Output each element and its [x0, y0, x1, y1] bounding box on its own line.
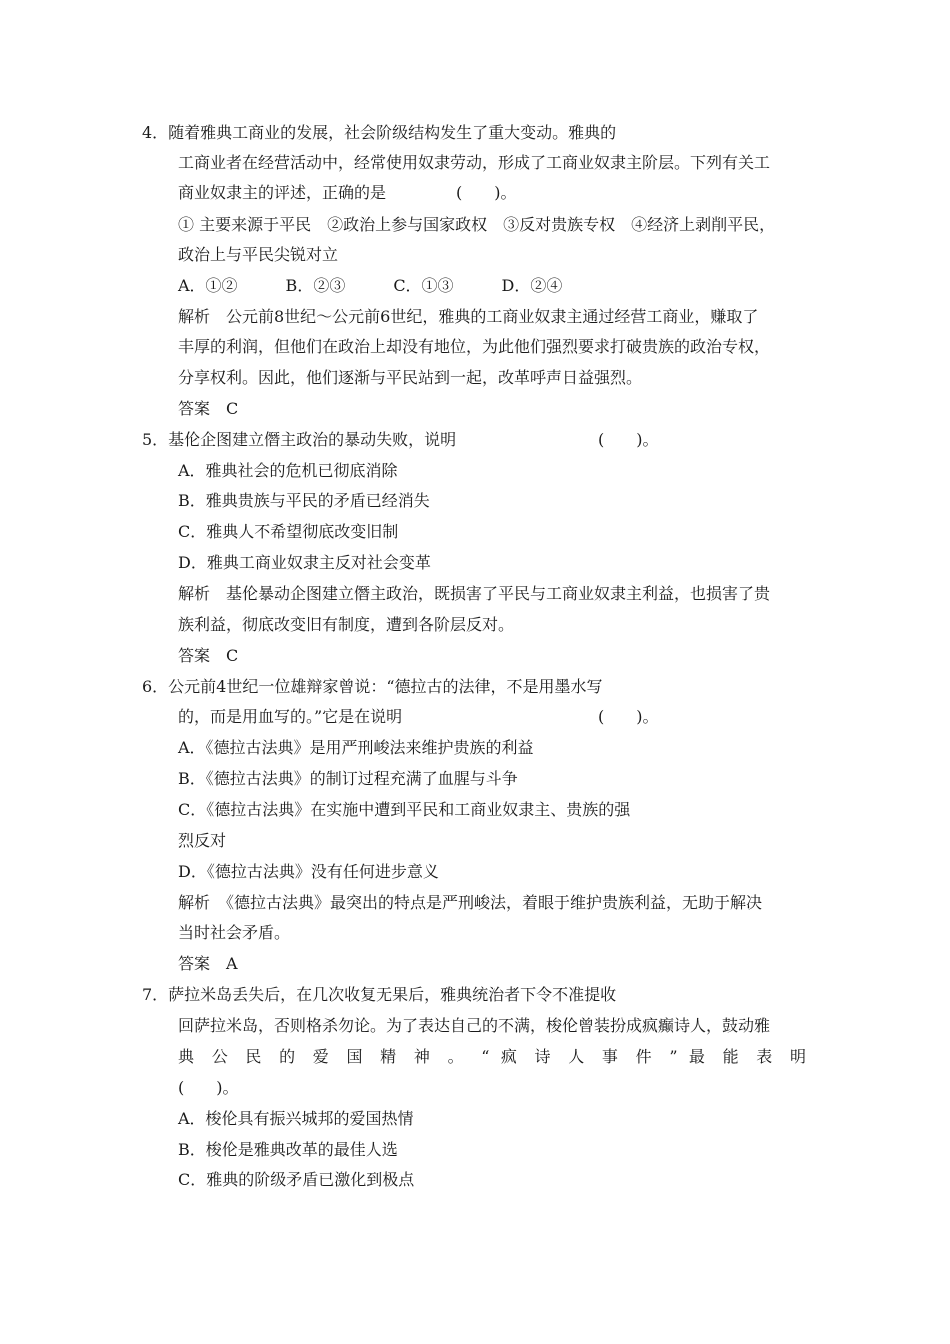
question-6-stem-line-2: 的，而是用血写的。”它是在说明: [178, 707, 403, 726]
question-6-option-d: D．《德拉古法典》没有任何进步意义: [178, 862, 439, 881]
question-6-option-c-cont: 烈反对: [178, 831, 227, 850]
question-5-option-c: C．雅典人不希望彻底改变旧制: [178, 522, 399, 541]
question-6-answer-blank: ( )。: [598, 707, 659, 726]
question-7-option-c: C．雅典的阶级矛盾已激化到极点: [178, 1170, 415, 1189]
question-4-stem-line-3: 商业奴隶主的评述，正确的是: [178, 183, 387, 202]
question-4-answer: 答案 C: [178, 399, 239, 418]
question-4-stem-line-2: 工商业者在经营活动中，经常使用奴隶劳动，形成了工商业奴隶主阶层。下列有关工: [178, 153, 771, 172]
question-7-option-b: B．梭伦是雅典改革的最佳人选: [178, 1140, 398, 1159]
question-6-option-c: C．《德拉古法典》在实施中遭到平民和工商业奴隶主、贵族的强: [178, 800, 631, 819]
question-7-answer-blank: ( )。: [178, 1078, 239, 1097]
question-7-stem-line-2: 回萨拉米岛，否则格杀勿论。为了表达自己的不满，梭伦曾装扮成疯癫诗人，鼓动雅: [178, 1016, 771, 1035]
question-6-stem-line-1: 6．公元前4世纪一位雄辩家曾说：“德拉古的法律，不是用墨水写: [142, 677, 603, 696]
question-6-answer: 答案 A: [178, 954, 238, 973]
question-5-answer-blank: ( )。: [598, 430, 659, 449]
question-5-analysis-line-1: 解析 基伦暴动企图建立僭主政治，既损害了平民与工商业奴隶主利益，也损害了贵: [178, 584, 771, 603]
question-4-analysis-line-3: 分享权利。因此，他们逐渐与平民站到一起，改革呼声日益强烈。: [178, 368, 643, 387]
question-4-statements-line-2: 政治上与平民尖锐对立: [178, 245, 339, 264]
question-4-statements-line-1: ① 主要来源于平民 ②政治上参与国家政权 ③反对贵族专权 ④经济上剥削平民，: [178, 215, 776, 234]
question-6-analysis-line-1: 解析 《德拉古法典》最突出的特点是严刑峻法，着眼于维护贵族利益，无助于解决: [178, 893, 763, 912]
question-4-analysis-line-2: 丰厚的利润，但他们在政治上却没有地位，为此他们强烈要求打破贵族的政治专权，: [178, 337, 771, 356]
question-6-analysis-line-2: 当时社会矛盾。: [178, 923, 291, 942]
question-5-answer: 答案 C: [178, 646, 239, 665]
question-6-option-a: A．《德拉古法典》是用严刑峻法来维护贵族的利益: [178, 738, 534, 757]
question-4-options: A．①② B．②③ C．①③ D．②④: [178, 276, 563, 295]
question-5-option-d: D．雅典工商业奴隶主反对社会变革: [178, 553, 431, 572]
question-6-option-b: B．《德拉古法典》的制订过程充满了血腥与斗争: [178, 769, 518, 788]
question-7-stem-line-1: 7．萨拉米岛丢失后，在几次收复无果后，雅典统治者下令不准提收: [142, 985, 617, 1004]
question-5-stem: 5．基伦企图建立僭主政治的暴动失败，说明: [142, 430, 457, 449]
question-4-analysis-line-1: 解析 公元前8世纪～公元前6世纪，雅典的工商业奴隶主通过经营工商业，赚取了: [178, 307, 759, 326]
question-7-stem-line-3: 典 公 民 的 爱 国 精 神 。 “ 疯 诗 人 事 件 ” 最 能 表 明: [178, 1047, 806, 1066]
question-7-option-a: A．梭伦具有振兴城邦的爱国热情: [178, 1109, 414, 1128]
question-5-option-a: A．雅典社会的危机已彻底消除: [178, 461, 398, 480]
question-4-stem-line-1: 4．随着雅典工商业的发展，社会阶级结构发生了重大变动。雅典的: [142, 123, 617, 142]
question-4-answer-blank: ( )。: [456, 183, 517, 202]
question-5-analysis-line-2: 族利益，彻底改变旧有制度，遭到各阶层反对。: [178, 615, 515, 634]
question-5-option-b: B．雅典贵族与平民的矛盾已经消失: [178, 491, 430, 510]
